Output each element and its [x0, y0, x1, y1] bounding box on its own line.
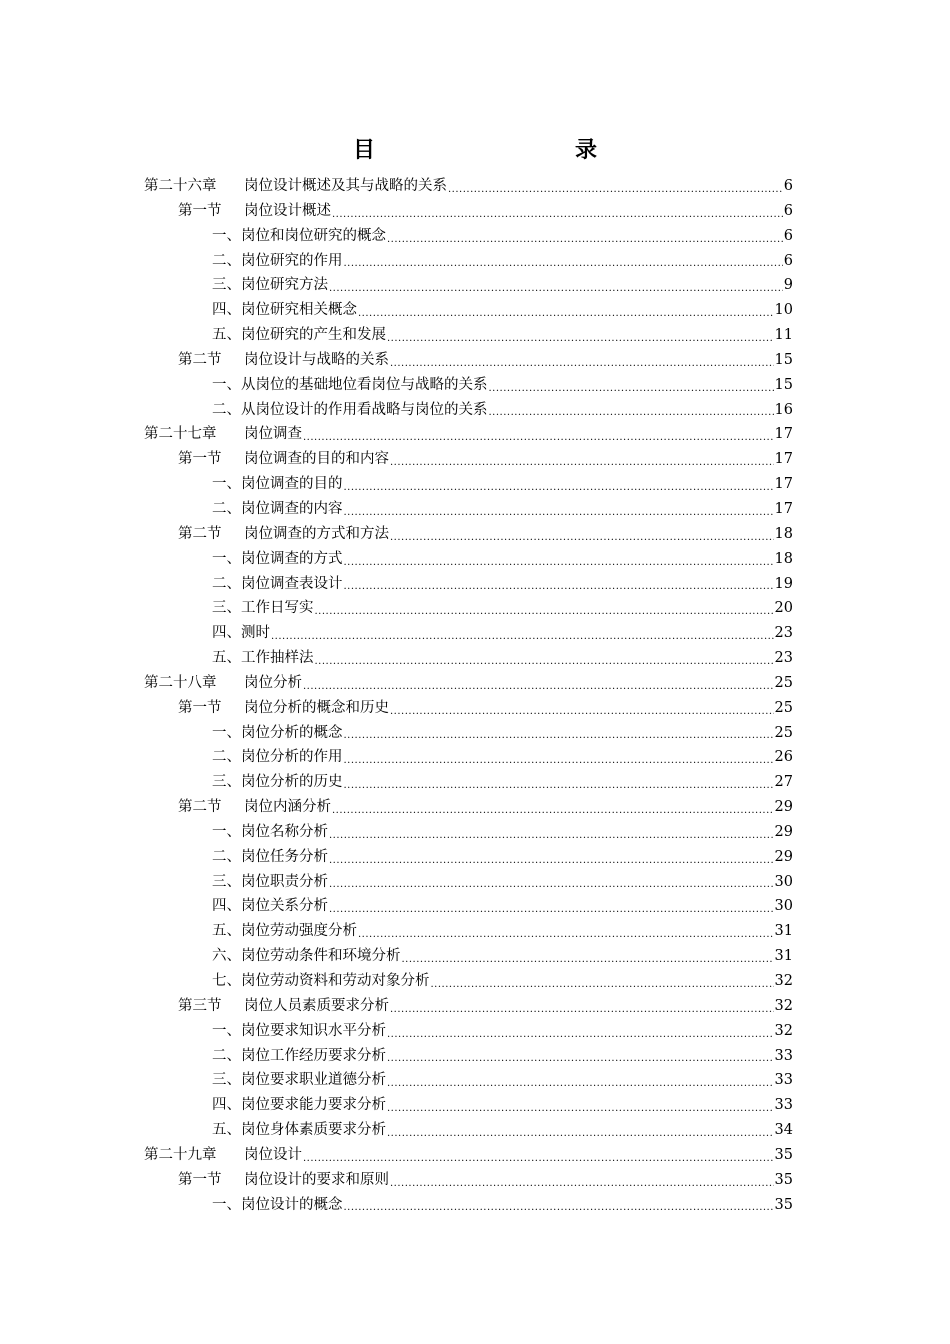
toc-entry-label: 第二十九章	[144, 1146, 217, 1163]
toc-entry-title: 岗位调查的方式	[241, 550, 343, 567]
toc-entry-label: 二、	[212, 749, 241, 766]
toc-entry-page-number: 6	[783, 178, 793, 194]
toc-entry-label: 第一节	[178, 699, 222, 716]
toc-entry-title: 岗位设计的要求和原则	[244, 1171, 389, 1188]
toc-entry-title: 岗位设计	[244, 1146, 302, 1163]
toc-entry-page-number: 23	[774, 650, 793, 667]
toc-entry-label: 二、	[212, 252, 241, 269]
toc-entry-page-number: 32	[774, 973, 793, 989]
toc-dot-leader	[387, 330, 774, 348]
toc-entry-title: 岗位内涵分析	[244, 799, 331, 816]
toc-dot-leader	[303, 1150, 774, 1168]
toc-entry-title: 岗位分析	[244, 674, 302, 691]
toc-entry-label: 二、	[212, 1047, 241, 1064]
toc-entry-page-number: 32	[774, 997, 793, 1014]
toc-dot-leader	[329, 827, 774, 845]
toc-entry-page-number: 30	[774, 873, 793, 890]
toc-entry[interactable]	[144, 298, 793, 323]
toc-dot-leader	[344, 727, 774, 745]
toc-entry-title: 岗位要求知识水平分析	[241, 1022, 386, 1039]
toc-entry-page-number: 33	[774, 1097, 793, 1114]
toc-entry[interactable]	[144, 721, 793, 746]
toc-dot-leader	[344, 504, 774, 522]
toc-entry-title: 岗位分析的历史	[241, 774, 343, 791]
toc-entry-page-number: 9	[783, 277, 793, 294]
toc-entry-label: 六、	[212, 948, 241, 965]
toc-entry[interactable]	[144, 596, 793, 621]
toc-dot-leader	[271, 628, 774, 646]
toc-entry-title: 岗位分析的概念	[241, 724, 343, 741]
toc-entry-title: 岗位劳动资料和劳动对象分析	[241, 973, 430, 989]
toc-entry[interactable]	[144, 373, 793, 398]
toc-entry[interactable]	[144, 348, 793, 373]
toc-dot-leader	[387, 1125, 774, 1143]
toc-entry[interactable]	[144, 522, 793, 547]
toc-entry-page-number: 6	[783, 202, 793, 219]
toc-entry-title: 工作抽样法	[241, 650, 314, 667]
toc-dot-leader	[390, 355, 774, 373]
toc-entry-title: 岗位设计的概念	[241, 1196, 343, 1213]
toc-dot-leader	[344, 578, 774, 596]
toc-entry-title: 岗位设计与战略的关系	[244, 351, 389, 368]
toc-entry-page-number: 25	[774, 699, 793, 716]
toc-entry-label: 一、	[212, 227, 241, 244]
toc-dot-leader	[344, 255, 783, 273]
toc-entry[interactable]	[144, 745, 793, 770]
toc-entry[interactable]	[144, 547, 793, 572]
toc-entry-title: 岗位调查的方式和方法	[244, 525, 389, 542]
toc-entry-label: 七、	[212, 973, 241, 989]
toc-dot-leader	[329, 280, 783, 298]
toc-entry-title: 岗位身体素质要求分析	[241, 1122, 386, 1139]
toc-dot-leader	[489, 380, 774, 398]
toc-dot-leader	[387, 1026, 774, 1044]
toc-entry-page-number: 34	[774, 1122, 793, 1139]
toc-entry-label: 四、	[212, 898, 241, 915]
toc-entry[interactable]	[144, 894, 793, 919]
toc-entry[interactable]	[144, 422, 793, 447]
toc-dot-leader	[329, 852, 774, 870]
toc-entry-page-number: 35	[774, 1196, 793, 1213]
toc-entry-page-number: 17	[774, 451, 793, 468]
toc-entry-page-number: 23	[774, 625, 793, 642]
toc-entry-title: 岗位调查的目的	[241, 476, 343, 493]
toc-entry[interactable]	[144, 398, 793, 423]
toc-entry-page-number: 16	[774, 401, 793, 418]
toc-entry-page-number: 20	[774, 600, 793, 617]
toc-entry-title: 从岗位的基础地位看岗位与战略的关系	[241, 376, 488, 393]
toc-entry-label: 五、	[212, 923, 241, 940]
toc-entry[interactable]	[144, 472, 793, 497]
toc-entry-title: 岗位研究方法	[241, 277, 328, 294]
toc-entry-title: 岗位分析的概念和历史	[244, 699, 389, 716]
toc-entry-title: 测时	[241, 625, 270, 642]
toc-entry[interactable]	[144, 820, 793, 845]
toc-dot-leader	[489, 404, 774, 422]
toc-dot-leader	[344, 479, 774, 497]
toc-entry-label: 一、	[212, 550, 241, 567]
toc-dot-leader	[358, 926, 774, 944]
toc-dot-leader	[303, 429, 774, 447]
toc-entry[interactable]	[144, 795, 793, 820]
toc-dot-leader	[390, 703, 774, 721]
toc-entry-label: 五、	[212, 650, 241, 667]
toc-entry-page-number: 35	[774, 1171, 793, 1188]
toc-entry[interactable]	[144, 1168, 793, 1193]
toc-entry-label: 三、	[212, 774, 241, 791]
toc-entry-title: 从岗位设计的作用看战略与岗位的关系	[241, 401, 488, 418]
toc-entry[interactable]	[144, 1044, 793, 1069]
toc-entry[interactable]	[144, 944, 793, 969]
toc-entry[interactable]	[144, 1118, 793, 1143]
toc-entry-page-number: 18	[774, 550, 793, 567]
toc-entry-label: 第二节	[178, 351, 222, 368]
toc-entry[interactable]	[144, 646, 793, 671]
toc-dot-leader	[390, 454, 774, 472]
toc-dot-leader	[344, 777, 774, 795]
toc-entry[interactable]	[144, 224, 793, 249]
toc-entry-page-number: 33	[774, 1072, 793, 1089]
toc-entry-label: 第二十七章	[144, 426, 217, 443]
toc-entry-page-number: 17	[774, 476, 793, 493]
toc-entry[interactable]	[144, 249, 793, 274]
toc-entry-label: 第二节	[178, 799, 222, 816]
toc-entry-page-number: 17	[774, 500, 793, 517]
toc-entry-title: 岗位和岗位研究的概念	[241, 227, 386, 244]
toc-entry-label: 四、	[212, 1097, 241, 1114]
toc-dot-leader	[332, 206, 783, 224]
toc-entry-label: 二、	[212, 401, 241, 418]
toc-entry-page-number: 19	[774, 575, 793, 592]
toc-entry-page-number: 26	[774, 749, 793, 766]
toc-entry-label: 三、	[212, 1072, 241, 1089]
toc-entry-page-number: 29	[774, 848, 793, 865]
toc-entry-label: 五、	[212, 327, 241, 344]
toc-dot-leader	[387, 1100, 774, 1118]
toc-entry[interactable]	[144, 919, 793, 944]
toc-dot-leader	[315, 653, 774, 671]
toc-entry[interactable]	[144, 174, 793, 199]
toc-entry-title: 工作日写实	[241, 600, 314, 617]
toc-entry-label: 三、	[212, 873, 241, 890]
toc-entry-label: 一、	[212, 476, 241, 493]
toc-entry-label: 五、	[212, 1122, 241, 1139]
toc-entry[interactable]	[144, 199, 793, 224]
toc-entry-title: 岗位职责分析	[241, 873, 328, 890]
toc-entry[interactable]	[144, 1193, 793, 1218]
toc-entry-title: 岗位设计概述及其与战略的关系	[244, 178, 447, 194]
toc-entry-label: 二、	[212, 500, 241, 517]
toc-entry-title: 岗位调查的目的和内容	[244, 451, 389, 468]
toc-entry-label: 一、	[212, 724, 241, 741]
toc-entry-page-number: 33	[774, 1047, 793, 1064]
toc-dot-leader	[387, 231, 783, 249]
toc-entry-label: 第一节	[178, 1171, 222, 1188]
toc-entry[interactable]	[144, 572, 793, 597]
toc-entry[interactable]	[144, 671, 793, 696]
toc-dot-leader	[387, 1050, 774, 1068]
toc-entry-page-number: 25	[774, 724, 793, 741]
toc-dot-leader	[329, 876, 774, 894]
toc-entry[interactable]	[144, 1093, 793, 1118]
toc-entry-page-number: 31	[774, 948, 793, 965]
toc-dot-leader	[344, 752, 774, 770]
toc-dot-leader	[329, 901, 774, 919]
toc-entry-title: 岗位研究的产生和发展	[241, 327, 386, 344]
toc-dot-leader	[390, 529, 774, 547]
toc-entry-page-number: 15	[774, 376, 793, 393]
toc-entry-label: 二、	[212, 575, 241, 592]
toc-entry[interactable]	[144, 1143, 793, 1168]
toc-entry[interactable]	[144, 273, 793, 298]
toc-entry-page-number: 25	[774, 674, 793, 691]
toc-entry-title: 岗位设计概述	[244, 202, 331, 219]
toc-entry-label: 四、	[212, 625, 241, 642]
toc-entry-title: 岗位关系分析	[241, 898, 328, 915]
toc-entry-label: 第一节	[178, 451, 222, 468]
toc-entry[interactable]	[144, 870, 793, 895]
toc-entry-page-number: 15	[774, 351, 793, 368]
toc-dot-leader	[303, 678, 774, 696]
toc-dot-leader	[402, 951, 774, 969]
toc-title: 目 录	[352, 137, 649, 163]
toc-dot-leader	[390, 1001, 774, 1019]
toc-entry-title: 岗位任务分析	[241, 848, 328, 865]
toc-entry-title: 岗位劳动条件和环境分析	[241, 948, 401, 965]
toc-entry-page-number: 18	[774, 525, 793, 542]
toc-entry-page-number: 17	[774, 426, 793, 443]
toc-entry-label: 一、	[212, 1196, 241, 1213]
toc-entry-page-number: 29	[774, 823, 793, 840]
toc-entry[interactable]	[144, 770, 793, 795]
toc-dot-leader	[344, 554, 774, 572]
toc-entry-page-number: 35	[774, 1146, 793, 1163]
toc-entry-label: 第二十八章	[144, 674, 217, 691]
toc-entry-label: 第二节	[178, 525, 222, 542]
toc-entry-label: 第二十六章	[144, 178, 217, 194]
toc-entry-title: 岗位人员素质要求分析	[244, 997, 389, 1014]
toc-list	[144, 174, 793, 1217]
toc-entry[interactable]	[144, 1068, 793, 1093]
toc-entry[interactable]	[144, 994, 793, 1019]
toc-entry-label: 三、	[212, 277, 241, 294]
toc-dot-leader	[448, 181, 783, 199]
toc-entry-title: 岗位名称分析	[241, 823, 328, 840]
toc-entry[interactable]	[144, 1019, 793, 1044]
toc-entry-title: 岗位工作经历要求分析	[241, 1047, 386, 1064]
toc-entry-page-number: 32	[774, 1022, 793, 1039]
toc-entry-page-number: 31	[774, 923, 793, 940]
toc-entry-label: 一、	[212, 376, 241, 393]
toc-entry-title: 岗位调查	[244, 426, 302, 443]
toc-entry-page-number: 6	[783, 227, 793, 244]
toc-dot-leader	[332, 802, 774, 820]
toc-entry-title: 岗位调查表设计	[241, 575, 343, 592]
toc-dot-leader	[344, 1199, 774, 1217]
toc-dot-leader	[358, 305, 774, 323]
toc-entry[interactable]	[144, 969, 793, 994]
toc-entry-label: 三、	[212, 600, 241, 617]
toc-entry-label: 第一节	[178, 202, 222, 219]
toc-entry-label: 一、	[212, 1022, 241, 1039]
toc-dot-leader	[387, 1075, 774, 1093]
toc-entry-title: 岗位要求职业道德分析	[241, 1072, 386, 1089]
toc-entry[interactable]	[144, 497, 793, 522]
toc-entry-title: 岗位分析的作用	[241, 749, 343, 766]
toc-entry-label: 四、	[212, 302, 241, 319]
toc-entry-page-number: 30	[774, 898, 793, 915]
toc-entry[interactable]	[144, 696, 793, 721]
toc-entry-page-number: 11	[774, 327, 793, 344]
toc-entry[interactable]	[144, 323, 793, 348]
toc-entry-label: 第三节	[178, 997, 222, 1014]
toc-entry-label: 二、	[212, 848, 241, 865]
toc-entry-page-number: 29	[774, 799, 793, 816]
toc-entry[interactable]	[144, 845, 793, 870]
toc-entry-title: 岗位调查的内容	[241, 500, 343, 517]
toc-entry-page-number: 10	[774, 302, 793, 319]
toc-entry-page-number: 6	[783, 252, 793, 269]
toc-entry-title: 岗位劳动强度分析	[241, 923, 357, 940]
toc-entry-label: 一、	[212, 823, 241, 840]
toc-entry[interactable]	[144, 447, 793, 472]
toc-entry-title: 岗位研究相关概念	[241, 302, 357, 319]
toc-dot-leader	[431, 976, 774, 994]
toc-entry-page-number: 27	[774, 774, 793, 791]
toc-dot-leader	[315, 603, 774, 621]
toc-entry-title: 岗位要求能力要求分析	[241, 1097, 386, 1114]
toc-entry[interactable]	[144, 621, 793, 646]
toc-dot-leader	[390, 1175, 774, 1193]
toc-entry-title: 岗位研究的作用	[241, 252, 343, 269]
